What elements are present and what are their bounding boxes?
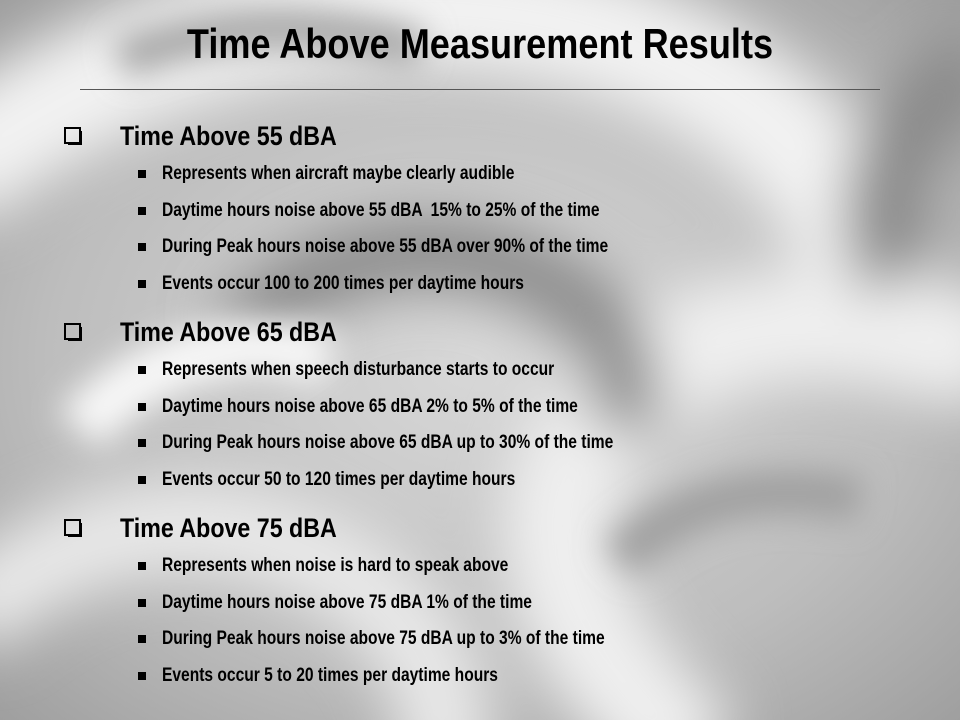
list-item	[62, 621, 922, 658]
section-time-above-75	[62, 508, 922, 694]
shadowed-checkbox-icon	[64, 127, 82, 145]
square-bullet-icon	[138, 439, 146, 447]
list-item	[62, 156, 922, 193]
section-time-above-65	[62, 312, 922, 498]
list-item-text: Represents when aircraft maybe clearly audible	[162, 163, 515, 185]
bullet-list	[62, 352, 922, 498]
list-item	[62, 193, 922, 230]
square-bullet-icon	[138, 207, 146, 215]
shadowed-checkbox-icon	[64, 323, 82, 341]
section-heading: Time Above 55 dBA	[120, 120, 337, 151]
square-bullet-icon	[138, 476, 146, 484]
list-item-text: Daytime hours noise above 55 dBA 15% to 25% of the time	[162, 199, 600, 221]
list-item	[62, 229, 922, 266]
square-bullet-icon	[138, 366, 146, 374]
slide-title: Time Above Measurement Results	[186, 20, 774, 67]
square-bullet-icon	[138, 672, 146, 680]
list-item-text: Daytime hours noise above 75 dBA 1% of the time	[162, 591, 532, 613]
square-bullet-icon	[138, 170, 146, 178]
list-item	[62, 658, 922, 695]
section-time-above-55	[62, 116, 922, 302]
square-bullet-icon	[138, 403, 146, 411]
list-item-text: Daytime hours noise above 65 dBA 2% to 5% of the time	[162, 395, 578, 417]
list-item	[62, 585, 922, 622]
list-item-text: Represents when noise is hard to speak above	[162, 555, 509, 577]
list-item-text: Represents when speech disturbance starts to occur	[162, 359, 555, 381]
list-item-text: During Peak hours noise above 65 dBA up to 30% of the time	[162, 432, 614, 454]
square-bullet-icon	[138, 635, 146, 643]
square-bullet-icon	[138, 599, 146, 607]
square-bullet-icon	[138, 280, 146, 288]
list-item	[62, 266, 922, 303]
section-heading-row	[62, 508, 922, 548]
section-heading: Time Above 65 dBA	[120, 316, 337, 347]
list-item-text: Events occur 5 to 20 times per daytime hours	[162, 664, 498, 686]
section-heading-row	[62, 312, 922, 352]
section-heading: Time Above 75 dBA	[120, 512, 337, 543]
list-item	[62, 352, 922, 389]
section-heading-row	[62, 116, 922, 156]
list-item-text: Events occur 50 to 120 times per daytime hours	[162, 468, 516, 490]
slide-content	[62, 116, 922, 694]
title-divider	[80, 89, 880, 90]
list-item	[62, 389, 922, 426]
square-bullet-icon	[138, 562, 146, 570]
list-item	[62, 425, 922, 462]
shadowed-checkbox-icon	[64, 519, 82, 537]
list-item-text: During Peak hours noise above 55 dBA over 90% of the time	[162, 236, 609, 258]
list-item-text: Events occur 100 to 200 times per daytime hours	[162, 272, 524, 294]
square-bullet-icon	[138, 243, 146, 251]
bullet-list	[62, 156, 922, 302]
list-item	[62, 462, 922, 499]
list-item	[62, 548, 922, 585]
list-item-text: During Peak hours noise above 75 dBA up to 3% of the time	[162, 628, 605, 650]
bullet-list	[62, 548, 922, 694]
